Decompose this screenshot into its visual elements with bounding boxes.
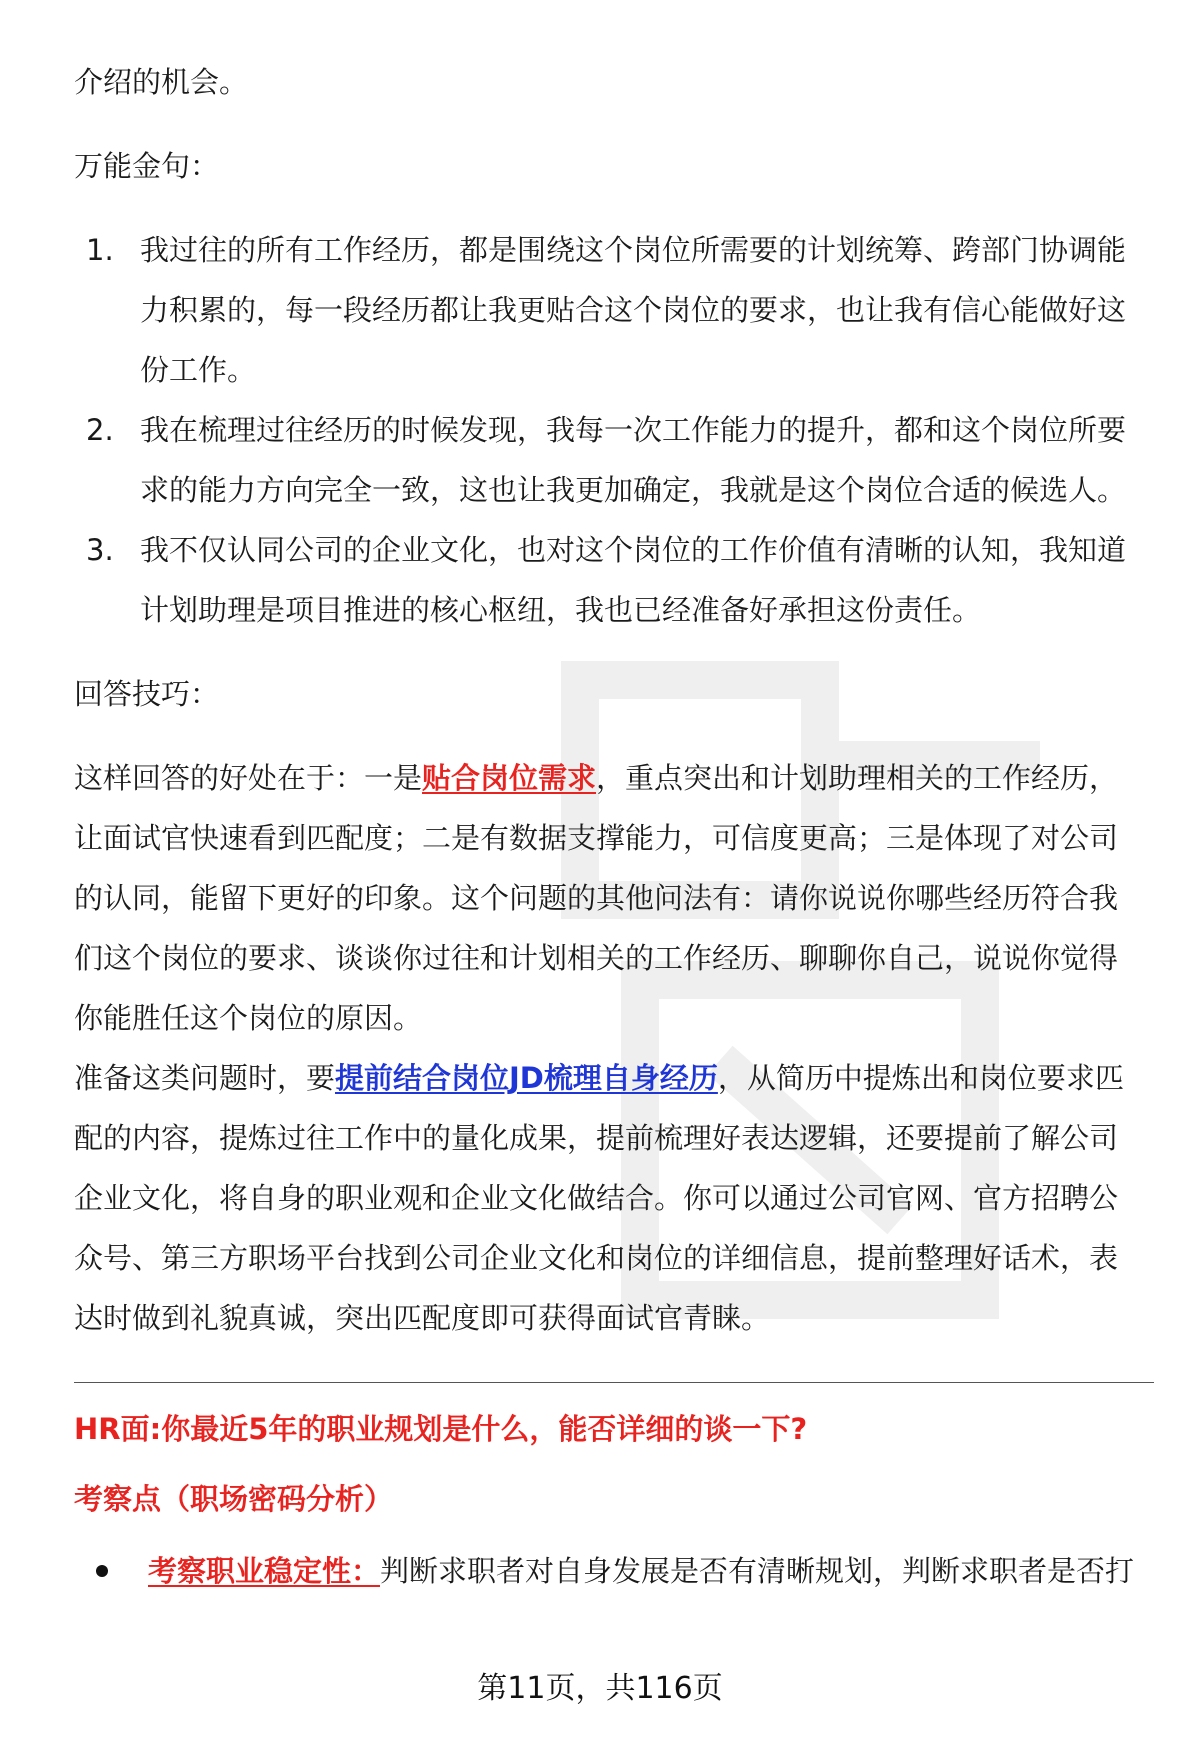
section-divider [74,1382,1154,1383]
paragraph-line: 企业文化，将自身的职业观和企业文化做结合。你可以通过公司官网、官方招聘公 [74,1181,1119,1215]
list-line: 我在梳理过往经历的时候发现，我每一次工作能力的提升，都和这个岗位所要 [140,413,1127,447]
list-number: 3. [86,533,114,567]
golden-sentences-label: 万能金句： [74,149,220,183]
list-item [86,520,1154,640]
list-item [86,220,1154,400]
list-number: 1. [86,233,114,267]
paragraph-line: 众号、第三方职场平台找到公司企业文化和岗位的详细信息，提前整理好话术，表 [74,1241,1119,1275]
bullet-icon [96,1565,108,1577]
highlight-fit-requirements: 贴合岗位需求 [422,761,597,795]
paragraph-line: 们这个岗位的要求、谈谈你过往和计划相关的工作经历、聊聊你自己，说说你觉得 [74,941,1119,975]
highlight-jd-link[interactable]: 提前结合岗位JD梳理自身经历 [335,1061,718,1095]
list-item [86,400,1154,520]
list-line: 计划助理是项目推进的核心枢纽，我也已经准备好承担这份责任。 [140,593,982,627]
main-content [74,52,1154,1601]
hr-question-heading: HR面:你最近5年的职业规划是什么，能否详细的谈一下? [74,1412,808,1446]
point-label: 考察职业稳定性： [148,1554,381,1588]
paragraph-line: 让面试官快速看到匹配度；二是有数据支撑能力，可信度更高；三是体现了对公司 [74,821,1119,855]
intro-tail-text: 介绍的机会。 [74,65,249,99]
paragraph-line: 的认同，能留下更好的印象。这个问题的其他问法有：请你说说你哪些经历符合我 [74,881,1119,915]
text-span: ，重点突出和计划助理相关的工作经历， [596,761,1119,795]
list-line: 我不仅认同公司的企业文化，也对这个岗位的工作价值有清晰的认知，我知道 [140,533,1127,567]
list-line: 我过往的所有工作经历，都是围绕这个岗位所需要的计划统筹、跨部门协调能 [140,233,1127,267]
list-number: 2. [86,413,114,447]
point-text: 判断求职者对自身发展是否有清晰规划，判断求职者是否打 [380,1554,1135,1588]
paragraph-line: 配的内容，提炼过往工作中的量化成果，提前梳理好表达逻辑，还要提前了解公司 [74,1121,1119,1155]
page-footer: 第11页，共116页 [477,1671,723,1706]
tips-paragraph-1 [74,748,1154,1048]
tips-paragraph-2 [74,1048,1154,1348]
answer-tips-label: 回答技巧： [74,677,220,711]
list-line: 求的能力方向完全一致，这也让我更加确定，我就是这个岗位合适的候选人。 [140,473,1127,507]
text-span: 这样回答的好处在于：一是 [74,761,423,795]
analysis-heading: 考察点（职场密码分析） [74,1482,394,1516]
paragraph-line: 你能胜任这个岗位的原因。 [74,1001,423,1035]
text-span: ，从简历中提炼出和岗位要求匹 [717,1061,1124,1095]
golden-sentences-list [74,220,1154,640]
paragraph-line [74,1048,1154,1108]
list-line: 力积累的，每一段经历都让我更贴合这个岗位的要求，也让我有信心能做好这 [140,293,1127,327]
paragraph-line [74,748,1154,808]
list-line: 份工作。 [140,353,257,387]
analysis-points-list [74,1541,1154,1601]
list-item [96,1541,1154,1601]
paragraph-line: 达时做到礼貌真诚，突出匹配度即可获得面试官青睐。 [74,1301,771,1335]
text-span: 准备这类问题时，要 [74,1061,336,1095]
